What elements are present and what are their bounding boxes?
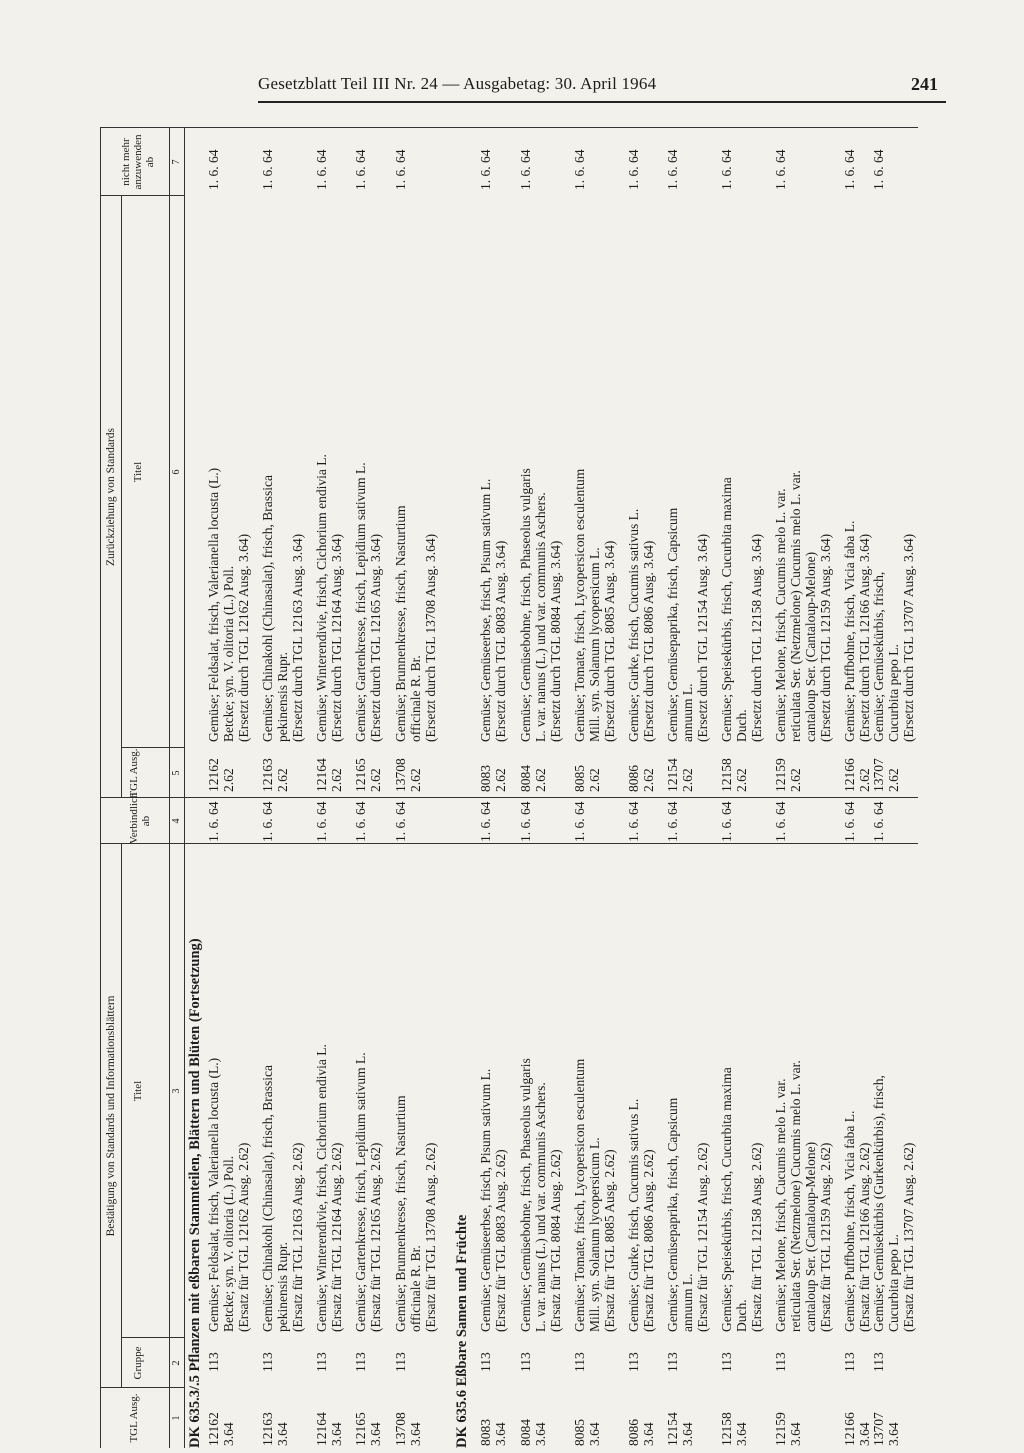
group-number: 113 [871, 1352, 886, 1372]
withdrawn-tgl-number: 8085 [572, 765, 587, 792]
standard-title: Gemüse; Brunnenkresse, frisch, Nasturtium officinale R. Br. (Ersatz für TGL 13708 Ausg. 2.62) [393, 1095, 438, 1332]
withdrawn-tgl-issue: 2.62 [680, 768, 695, 792]
tgl-issue: 3.64 [641, 1422, 656, 1446]
section-heading: DK 635.6 Eßbare Samen und Früchte [454, 1214, 470, 1448]
group-number: 113 [260, 1352, 275, 1372]
withdrawn-title: Gemüse; Tomate, frisch, Lycopersicon esculentum Mill. syn. Solanum lycopersicum L. (Ersetzt durch TGL 8085 Ausg. 3.64) [572, 468, 617, 742]
group-number: 113 [353, 1352, 368, 1372]
col-header-tgl-right: TGL Ausg. [128, 748, 140, 798]
effective-date: 1. 6. 64 [719, 801, 734, 842]
colnum-bottom-rule [184, 128, 185, 1448]
group-number: 113 [842, 1352, 857, 1372]
tgl-number: 8085 [572, 1419, 587, 1446]
standard-title: Gemüse; Tomate, frisch, Lycopersicon esculentum Mill. syn. Solanum lycopersicum L. (Ersatz für TGL 8085 Ausg. 2.62) [572, 1058, 617, 1332]
withdrawn-tgl-number: 12163 [260, 758, 275, 792]
tgl-issue: 3.64 [587, 1422, 602, 1446]
standard-title: Gemüse; Feldsalat, frisch, Valerianella locusta (L.) Betcke; syn. V. olitoria (L.) Poll. (Ersatz für TGL 12162 Ausg. 2.62) [206, 1057, 251, 1332]
col-header-nicht-mehr: nicht mehr anzuwenden ab [120, 134, 156, 190]
standard-title: Gemüse; Gemüsepaprika, frisch, Capsicum annuum L. (Ersatz für TGL 12154 Ausg. 2.62) [665, 1097, 710, 1332]
group-number: 113 [572, 1352, 587, 1372]
header-bottom-rule [169, 128, 170, 1448]
withdrawn-title: Gemüse; Gemüsepaprika, frisch, Capsicum annuum L. (Ersetzt durch TGL 12154 Ausg. 3.64) [665, 507, 710, 742]
tgl-number: 12163 [260, 1412, 275, 1446]
not-applicable-date: 1. 6. 64 [353, 149, 368, 190]
not-applicable-date: 1. 6. 64 [314, 149, 329, 190]
not-applicable-date: 1. 6. 64 [260, 149, 275, 190]
withdrawn-tgl-number: 12164 [314, 758, 329, 792]
effective-date: 1. 6. 64 [518, 801, 533, 842]
not-applicable-date: 1. 6. 64 [572, 149, 587, 190]
withdrawn-title: Gemüse; Gurke, frisch, Cucumis sativus L. (Ersetzt durch TGL 8086 Ausg. 3.64) [626, 508, 656, 742]
withdrawn-title: Gemüse; Gemüsebohne, frisch, Phaseolus vulgaris L. var. nanus (L.) und var. communis Aschers. (Ersetzt durch TGL 8084 Ausg. 3.64) [518, 468, 563, 742]
standard-title: Gemüse; Gartenkresse, frisch, Lepidium sativum L. (Ersatz für TGL 12165 Ausg. 2.62) [353, 1052, 383, 1332]
tgl-issue: 3.64 [680, 1422, 695, 1446]
withdrawn-tgl-issue: 2.62 [221, 768, 236, 792]
group-confirmation-header: Bestätigung von Standards und Informationsblättern [105, 995, 117, 1237]
standard-title: Gemüse; Gemüsekürbis (Gurkenkürbis), frisch, Cucurbita pepo L. (Ersatz für TGL 13707 Ausg. 2.62) [871, 1075, 916, 1332]
tgl-issue: 3.64 [408, 1422, 423, 1446]
tgl-number: 12165 [353, 1412, 368, 1446]
col-number: 7 [171, 159, 182, 165]
withdrawn-tgl-issue: 2.62 [886, 768, 901, 792]
tgl-issue: 3.64 [734, 1422, 749, 1446]
not-applicable-date: 1. 6. 64 [871, 149, 886, 190]
effective-date: 1. 6. 64 [314, 801, 329, 842]
effective-date: 1. 6. 64 [572, 801, 587, 842]
effective-date: 1. 6. 64 [773, 801, 788, 842]
running-head: Gesetzblatt Teil III Nr. 24 — Ausgabetag: 30. April 1964 [258, 74, 657, 93]
withdrawn-tgl-number: 12154 [665, 758, 680, 792]
standard-title: Gemüse; Melone, frisch, Cucumis melo L. var. reticulata Ser. (Netzmelone) Cucumis melo L. var. cantaloup Ser. (Cantaloup-Melone) (Ersatz für TGL 12159 Ausg. 2.62) [773, 1060, 833, 1332]
not-applicable-date: 1. 6. 64 [393, 149, 408, 190]
withdrawn-tgl-number: 12166 [842, 758, 857, 792]
col-header-gruppe: Gruppe [132, 1346, 144, 1380]
col-number: 5 [171, 770, 182, 776]
tgl-number: 12166 [842, 1412, 857, 1446]
tgl-number: 12164 [314, 1412, 329, 1446]
withdrawn-tgl-issue: 2.62 [857, 768, 872, 792]
group-number: 113 [393, 1352, 408, 1372]
withdrawn-title: Gemüse; Winterendivie, frisch, Cichorium endivia L. (Ersetzt durch TGL 12164 Ausg. 3.64) [314, 454, 344, 742]
standards-table [100, 128, 918, 1448]
group-number: 113 [518, 1352, 533, 1372]
not-applicable-date: 1. 6. 64 [626, 149, 641, 190]
col-header-titel: Titel [132, 1080, 144, 1102]
withdrawn-title: Gemüse; Gartenkresse, frisch, Lepidium sativum L. (Ersetzt durch TGL 12165 Ausg. 3.64) [353, 462, 383, 742]
withdrawn-title: Gemüse; Speisekürbis, frisch, Cucurbita maxima Duch. (Ersetzt durch TGL 12158 Ausg. 3.64) [719, 477, 764, 742]
rotated-table-area [100, 128, 918, 1448]
withdrawn-tgl-number: 8086 [626, 765, 641, 792]
withdrawn-tgl-issue: 2.62 [788, 768, 803, 792]
tgl-number: 12154 [665, 1412, 680, 1446]
not-applicable-date: 1. 6. 64 [478, 149, 493, 190]
withdrawn-title: Gemüse; Feldsalat, frisch, Valerianella locusta (L.) Betcke; syn. V. olitoria (L.) Poll. (Ersetzt durch TGL 12162 Ausg. 3.64) [206, 467, 251, 742]
withdrawn-tgl-issue: 2.62 [734, 768, 749, 792]
withdrawn-tgl-number: 8084 [518, 765, 533, 792]
col-header-verbindlich: Verbindlich ab [128, 792, 152, 844]
standard-title: Gemüse; Winterendivie, frisch, Cichorium endivia L. (Ersatz für TGL 12164 Ausg. 2.62) [314, 1044, 344, 1332]
group-number: 113 [206, 1352, 221, 1372]
withdrawn-title: Gemüse; Gemüsekürbis, frisch, Cucurbita pepo L. (Ersetzt durch TGL 13707 Ausg. 3.64) [871, 533, 916, 742]
tgl-number: 12162 [206, 1412, 221, 1446]
withdrawn-tgl-number: 12162 [206, 758, 221, 792]
tgl-issue: 3.64 [886, 1422, 901, 1446]
tgl-number: 13708 [393, 1412, 408, 1446]
withdrawn-tgl-issue: 2.62 [368, 768, 383, 792]
standard-title: Gemüse; Speisekürbis, frisch, Cucurbita maxima Duch. (Ersatz für TGL 12158 Ausg. 2.62) [719, 1067, 764, 1332]
withdrawn-tgl-issue: 2.62 [329, 768, 344, 792]
not-applicable-date: 1. 6. 64 [719, 149, 734, 190]
withdrawn-tgl-number: 12159 [773, 758, 788, 792]
tgl-issue: 3.64 [533, 1422, 548, 1446]
group-left-rule [121, 844, 122, 1388]
tgl-issue: 3.64 [788, 1422, 803, 1446]
tgl-number: 8084 [518, 1419, 533, 1446]
col-number: 1 [171, 1415, 182, 1421]
col-number: 2 [171, 1360, 182, 1366]
withdrawn-tgl-issue: 2.62 [408, 768, 423, 792]
withdrawn-tgl-issue: 2.62 [493, 768, 508, 792]
effective-date: 1. 6. 64 [260, 801, 275, 842]
group-number: 113 [665, 1352, 680, 1372]
standard-title: Gemüse; Gemüseerbse, frisch, Pisum sativum L. (Ersatz für TGL 8083 Ausg. 2.62) [478, 1068, 508, 1332]
group-withdrawal-header: Zurückziehung von Standards [105, 428, 117, 566]
effective-date: 1. 6. 64 [393, 801, 408, 842]
group-number: 113 [719, 1352, 734, 1372]
effective-date: 1. 6. 64 [353, 801, 368, 842]
group-number: 113 [626, 1352, 641, 1372]
not-applicable-date: 1. 6. 64 [773, 149, 788, 190]
withdrawn-tgl-number: 12158 [719, 758, 734, 792]
withdrawn-tgl-number: 8083 [478, 765, 493, 792]
tgl-number: 13707 [871, 1412, 886, 1446]
not-applicable-date: 1. 6. 64 [206, 149, 221, 190]
col-number: 4 [171, 818, 182, 824]
group-number: 113 [478, 1352, 493, 1372]
section-heading: DK 635.3/.5 Pflanzen mit eßbaren Stammteilen, Blättern und Blüten (Fortsetzung) [187, 938, 203, 1448]
tgl-number: 8083 [478, 1419, 493, 1446]
col-number: 6 [171, 469, 182, 475]
standard-title: Gemüse; Gemüsebohne, frisch, Phaseolus vulgaris L. var. nanus (L.) und var. communis Aschers. (Ersatz für TGL 8084 Ausg. 2.62) [518, 1058, 563, 1332]
tgl-issue: 3.64 [221, 1422, 236, 1446]
withdrawn-tgl-issue: 2.62 [641, 768, 656, 792]
standard-title: Gemüse; Puffbohne, frisch, Vicia faba L. (Ersatz für TGL 12166 Ausg. 2.62) [842, 1110, 872, 1332]
effective-date: 1. 6. 64 [871, 801, 886, 842]
tgl-issue: 3.64 [275, 1422, 290, 1446]
col-header-tgl: TGL Ausg. [128, 1393, 140, 1443]
withdrawn-title: Gemüse; Brunnenkresse, frisch, Nasturtium officinale R. Br. (Ersetzt durch TGL 13708 Ausg. 3.64) [393, 505, 438, 742]
page-header [258, 74, 938, 100]
tgl-issue: 3.64 [329, 1422, 344, 1446]
withdrawn-tgl-issue: 2.62 [587, 768, 602, 792]
withdrawn-title: Gemüse; Puffbohne, frisch, Vicia faba L. (Ersetzt durch TGL 12166 Ausg. 3.64) [842, 520, 872, 742]
col-header-titel-right: Titel [132, 461, 144, 483]
tgl-number: 8086 [626, 1419, 641, 1446]
page-number: 241 [911, 74, 938, 94]
tgl-issue: 3.64 [493, 1422, 508, 1446]
effective-date: 1. 6. 64 [478, 801, 493, 842]
tgl-number: 12159 [773, 1412, 788, 1446]
header-rule [258, 101, 946, 103]
withdrawn-title: Gemüse; Chinakohl (Chinasalat), frisch, Brassica pekinensis Rupr. (Ersetzt durch TGL 12163 Ausg. 3.64) [260, 475, 305, 742]
withdrawn-title: Gemüse; Melone, frisch, Cucumis melo L. var. reticulata Ser. (Netzmelone) Cucumis melo L. var. cantaloup Ser. (Cantaloup-Melone) (Ersetzt durch TGL 12159 Ausg. 3.64) [773, 470, 833, 742]
not-applicable-date: 1. 6. 64 [665, 149, 680, 190]
withdrawn-tgl-number: 12165 [353, 758, 368, 792]
col-rule-3 [100, 843, 918, 844]
effective-date: 1. 6. 64 [842, 801, 857, 842]
group-right-rule [121, 196, 122, 798]
withdrawn-title: Gemüse; Gemüseerbse, frisch, Pisum sativum L. (Ersetzt durch TGL 8083 Ausg. 3.64) [478, 478, 508, 742]
withdrawn-tgl-number: 13707 [871, 758, 886, 792]
withdrawn-tgl-issue: 2.62 [533, 768, 548, 792]
withdrawn-tgl-issue: 2.62 [275, 768, 290, 792]
effective-date: 1. 6. 64 [626, 801, 641, 842]
withdrawn-tgl-number: 13708 [393, 758, 408, 792]
not-applicable-date: 1. 6. 64 [842, 149, 857, 190]
table-right-edge [100, 127, 918, 128]
tgl-issue: 3.64 [368, 1422, 383, 1446]
group-number: 113 [314, 1352, 329, 1372]
table-top-rule [100, 128, 101, 1448]
col-number: 3 [171, 1088, 182, 1094]
tgl-number: 12158 [719, 1412, 734, 1446]
group-number: 113 [773, 1352, 788, 1372]
effective-date: 1. 6. 64 [665, 801, 680, 842]
effective-date: 1. 6. 64 [206, 801, 221, 842]
col-rule-4 [100, 797, 918, 798]
tgl-issue: 3.64 [857, 1422, 872, 1446]
not-applicable-date: 1. 6. 64 [518, 149, 533, 190]
standard-title: Gemüse; Gurke, frisch, Cucumis sativus L. (Ersatz für TGL 8086 Ausg. 2.62) [626, 1098, 656, 1332]
standard-title: Gemüse; Chinakohl (Chinasalat), frisch, Brassica pekinensis Rupr. (Ersatz für TGL 12163 Ausg. 2.62) [260, 1065, 305, 1332]
